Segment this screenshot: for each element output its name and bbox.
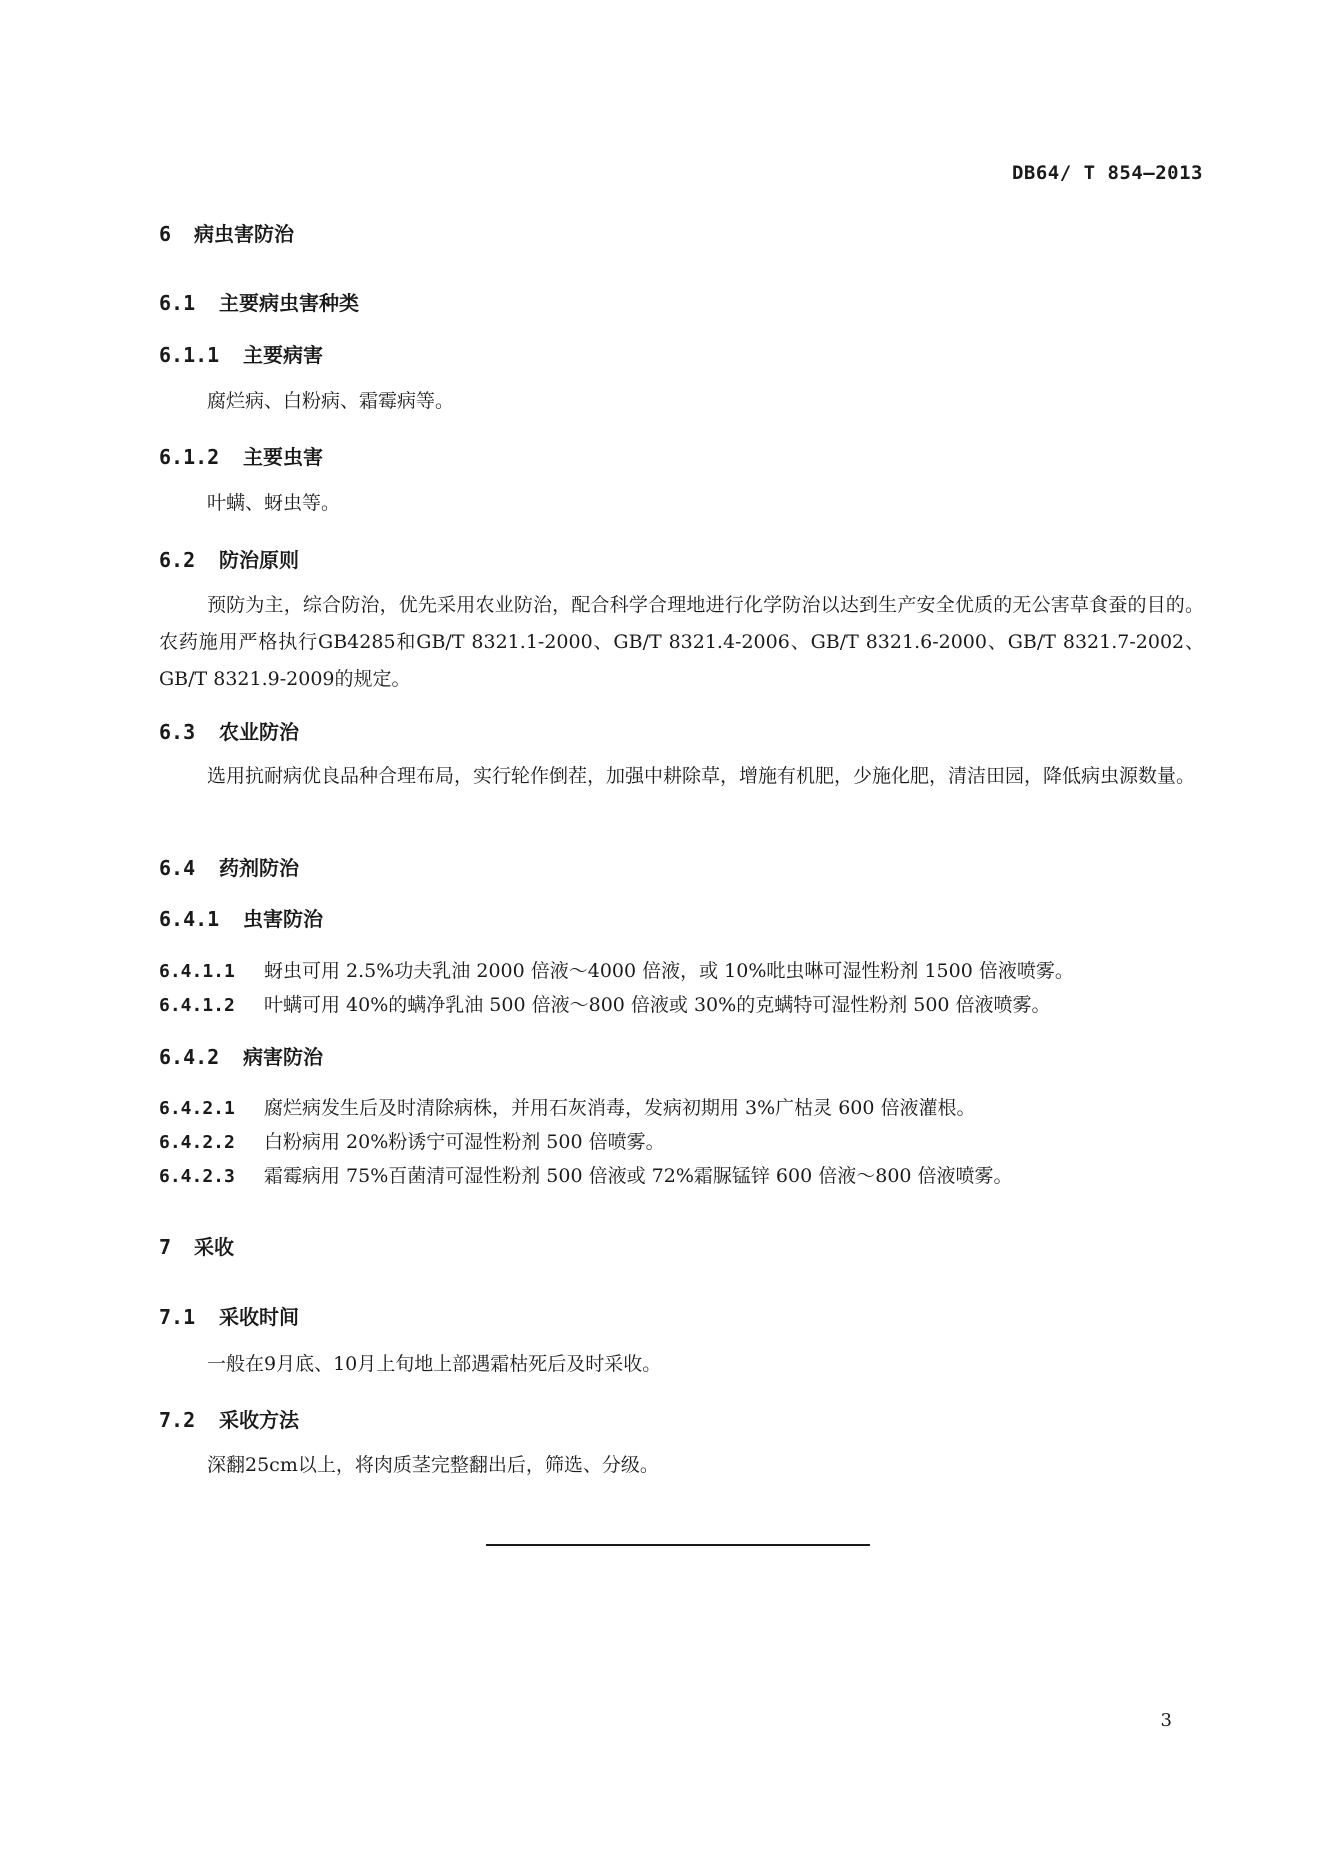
- section-title: 防治原则: [219, 548, 299, 572]
- section-6-2-heading: [159, 544, 299, 573]
- section-6-1-1-heading: [159, 339, 323, 368]
- section-title: 农业防治: [219, 720, 299, 744]
- section-number: 7: [159, 1235, 172, 1259]
- section-6-1-1-text: 腐烂病、白粉病、霜霉病等。: [207, 390, 455, 412]
- item-6-4-1-1: [159, 956, 1074, 983]
- item-text: 蚜虫可用 2.5%功夫乳油 2000 倍液～4000 倍液，或 10%吡虫啉可湿性粉剂 1500 倍液喷雾。: [264, 960, 1074, 982]
- section-6-4-heading: [159, 852, 299, 881]
- standard-code: DB64/ T 854—2013: [1011, 162, 1203, 184]
- end-of-document-line: [486, 1544, 870, 1546]
- section-6-4-1-heading: [159, 903, 323, 932]
- item-number: 6.4.2.3: [159, 1166, 235, 1187]
- section-7-2-heading: [159, 1404, 299, 1433]
- page-number: 3: [1160, 1710, 1172, 1731]
- item-number: 6.4.1.2: [159, 995, 235, 1016]
- section-number: 7.1: [159, 1305, 196, 1329]
- section-7-1-heading: [159, 1301, 299, 1330]
- section-number: 6.4.1: [159, 907, 220, 931]
- item-number: 6.4.2.1: [159, 1098, 235, 1119]
- section-7-1-text: 一般在9月底、10月上旬地上部遇霜枯死后及时采收。: [207, 1353, 662, 1375]
- section-number: 7.2: [159, 1408, 196, 1432]
- section-7-2-text: 深翻25cm以上，将肉质茎完整翻出后，筛选、分级。: [207, 1454, 659, 1476]
- section-number: 6.2: [159, 548, 196, 572]
- item-number: 6.4.2.2: [159, 1132, 235, 1153]
- section-6-3-heading: [159, 716, 299, 745]
- item-6-4-2-2: [159, 1127, 665, 1154]
- item-6-4-1-2: [159, 990, 1051, 1017]
- section-7-heading: [159, 1231, 234, 1260]
- section-title: 采收: [194, 1235, 234, 1259]
- section-number: 6: [159, 222, 172, 246]
- section-title: 主要病害: [243, 343, 323, 367]
- section-title: 病害防治: [243, 1045, 323, 1069]
- item-6-4-2-1: [159, 1093, 976, 1120]
- section-title: 采收时间: [219, 1305, 299, 1329]
- section-6-2-text: 预防为主，综合防治，优先采用农业防治，配合科学合理地进行化学防治以达到生产安全优质的无公害草食蚕的目的。农药施用严格执行GB4285和GB/T 8321.1-2000、GB/T 8321.4-2006、GB/T 8321.6-2000、GB/T 8321.7-2002、GB/T 8321.9-2009的规定。: [159, 594, 1204, 690]
- section-title: 虫害防治: [243, 907, 323, 931]
- item-6-4-2-3: [159, 1161, 1013, 1188]
- item-text: 霜霉病用 75%百菌清可湿性粉剂 500 倍液或 72%霜脲锰锌 600 倍液～800 倍液喷雾。: [264, 1165, 1013, 1187]
- section-number: 6.1.1: [159, 343, 220, 367]
- section-6-heading: [159, 218, 294, 247]
- section-title: 采收方法: [219, 1408, 299, 1432]
- item-number: 6.4.1.1: [159, 961, 235, 982]
- section-title: 主要病虫害种类: [219, 291, 359, 315]
- section-title: 主要虫害: [243, 445, 323, 469]
- section-number: 6.1: [159, 291, 196, 315]
- section-title: 病虫害防治: [194, 222, 294, 246]
- section-number: 6.3: [159, 720, 196, 744]
- section-number: 6.4.2: [159, 1045, 220, 1069]
- section-number: 6.1.2: [159, 445, 220, 469]
- section-6-1-2-text: 叶螨、蚜虫等。: [207, 492, 341, 514]
- section-6-1-heading: [159, 287, 359, 316]
- section-6-4-2-heading: [159, 1041, 323, 1070]
- section-6-3-text: 选用抗耐病优良品种合理布局，实行轮作倒茬，加强中耕除草，增施有机肥，少施化肥，清洁田园，降低病虫源数量。: [207, 765, 1196, 787]
- item-text: 叶螨可用 40%的螨净乳油 500 倍液～800 倍液或 30%的克螨特可湿性粉剂 500 倍液喷雾。: [264, 994, 1051, 1016]
- item-text: 腐烂病发生后及时清除病株，并用石灰消毒，发病初期用 3%广枯灵 600 倍液灌根。: [264, 1097, 976, 1119]
- section-6-1-2-heading: [159, 441, 323, 470]
- section-title: 药剂防治: [219, 856, 299, 880]
- section-number: 6.4: [159, 856, 196, 880]
- item-text: 白粉病用 20%粉诱宁可湿性粉剂 500 倍喷雾。: [264, 1131, 665, 1153]
